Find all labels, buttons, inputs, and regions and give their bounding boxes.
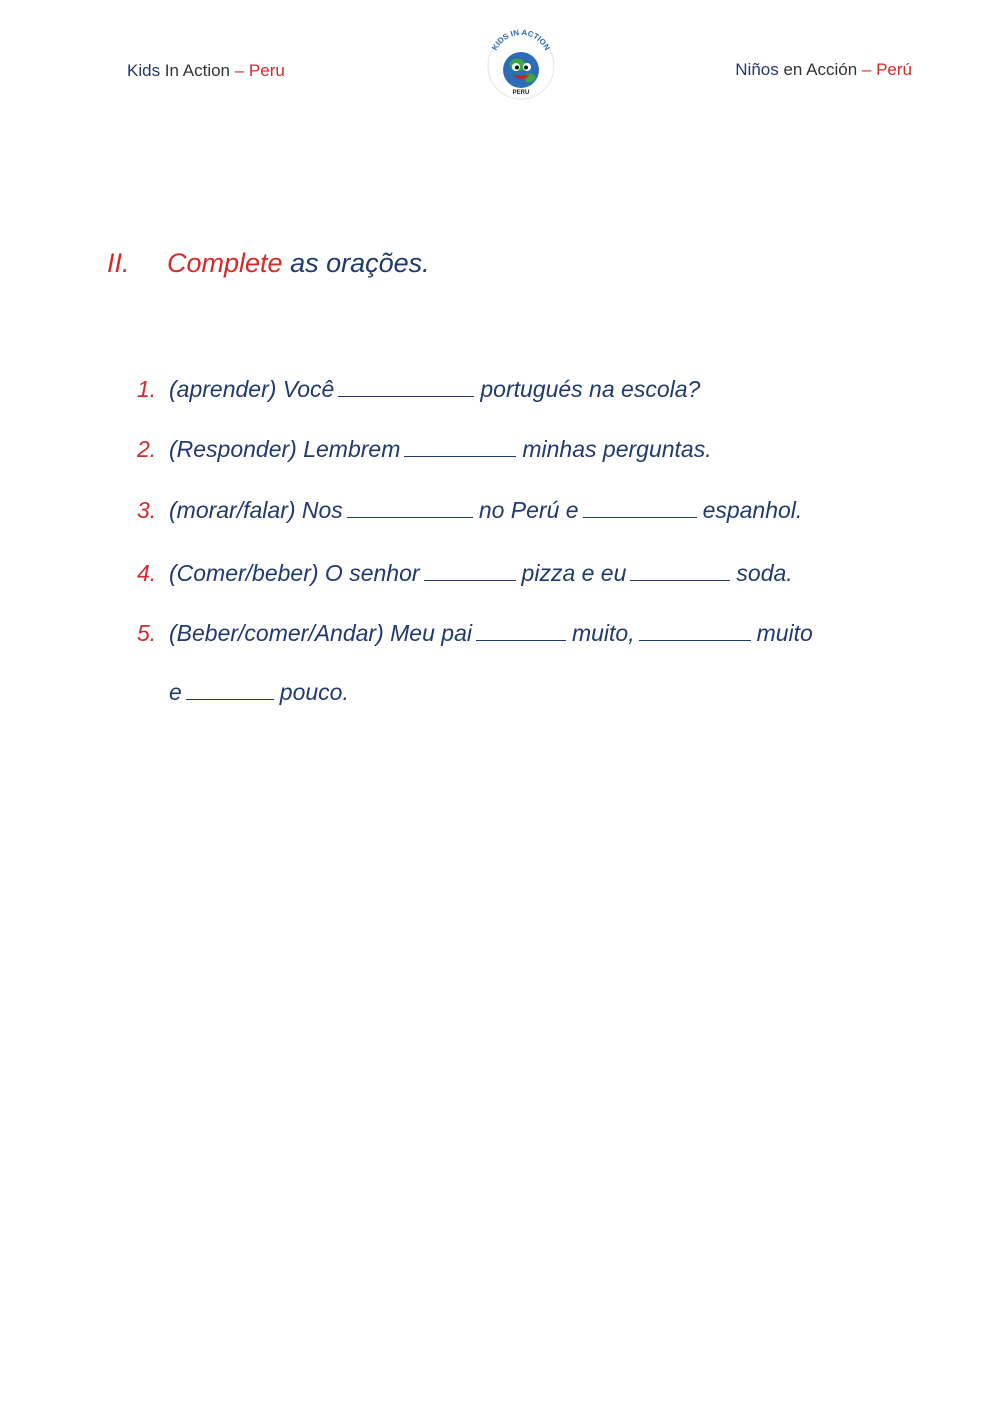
exercise-number: 2. xyxy=(137,436,157,462)
section-keyword: Complete xyxy=(167,248,283,278)
exercise-text: soda. xyxy=(736,560,793,586)
answer-blank[interactable] xyxy=(476,639,566,641)
header-left-country: – Peru xyxy=(234,61,285,80)
header-left-in-action: In Action xyxy=(160,61,235,80)
answer-blank[interactable] xyxy=(630,579,730,581)
exercise-2 xyxy=(137,436,712,463)
exercise-text: muito xyxy=(756,620,813,646)
exercise-5 xyxy=(137,620,813,647)
section-heading xyxy=(107,248,430,279)
svg-text:KIDS IN ACTION: KIDS IN ACTION xyxy=(490,27,552,52)
exercise-1 xyxy=(137,376,700,403)
exercise-text: (Beber/comer/Andar) Meu pai xyxy=(169,620,472,646)
header-right-ninos: Niños xyxy=(735,60,779,79)
header-left-kids: Kids xyxy=(127,61,161,80)
section-numeral: II. xyxy=(107,248,130,278)
exercise-text: pouco. xyxy=(279,679,349,705)
exercise-text: pizza e eu xyxy=(521,560,627,586)
exercise-text: no Perú e xyxy=(478,497,579,523)
answer-blank[interactable] xyxy=(186,698,274,700)
exercise-text: (morar/falar) Nos xyxy=(169,497,343,523)
exercise-number: 1. xyxy=(137,376,157,402)
answer-blank[interactable] xyxy=(639,639,751,641)
svg-text:PERU: PERU xyxy=(512,90,530,96)
kids-in-action-logo xyxy=(476,20,566,108)
header-left-title xyxy=(127,61,285,81)
exercise-text: (aprender) Você xyxy=(169,376,335,402)
exercise-4 xyxy=(137,560,793,587)
header-right-en-accion: en Acción xyxy=(778,60,862,79)
header-right-title xyxy=(735,60,912,80)
header-right-country: – Perú xyxy=(861,60,912,79)
exercise-text: portugués na escola? xyxy=(480,376,701,402)
exercise-text: (Responder) Lembrem xyxy=(169,436,401,462)
exercise-text: (Comer/beber) O senhor xyxy=(169,560,420,586)
answer-blank[interactable] xyxy=(583,516,697,518)
exercise-3 xyxy=(137,497,802,524)
answer-blank[interactable] xyxy=(338,395,474,397)
exercise-text: e xyxy=(169,679,182,705)
answer-blank[interactable] xyxy=(404,455,516,457)
answer-blank[interactable] xyxy=(347,516,473,518)
exercise-5-continuation xyxy=(169,679,349,706)
exercise-number: 3. xyxy=(137,497,157,523)
exercise-number: 5. xyxy=(137,620,157,646)
section-instruction: as orações. xyxy=(282,248,430,278)
exercise-text: espanhol. xyxy=(702,497,803,523)
exercise-text: minhas perguntas. xyxy=(522,436,712,462)
exercise-text: muito, xyxy=(571,620,635,646)
answer-blank[interactable] xyxy=(424,579,516,581)
exercise-number: 4. xyxy=(137,560,157,586)
